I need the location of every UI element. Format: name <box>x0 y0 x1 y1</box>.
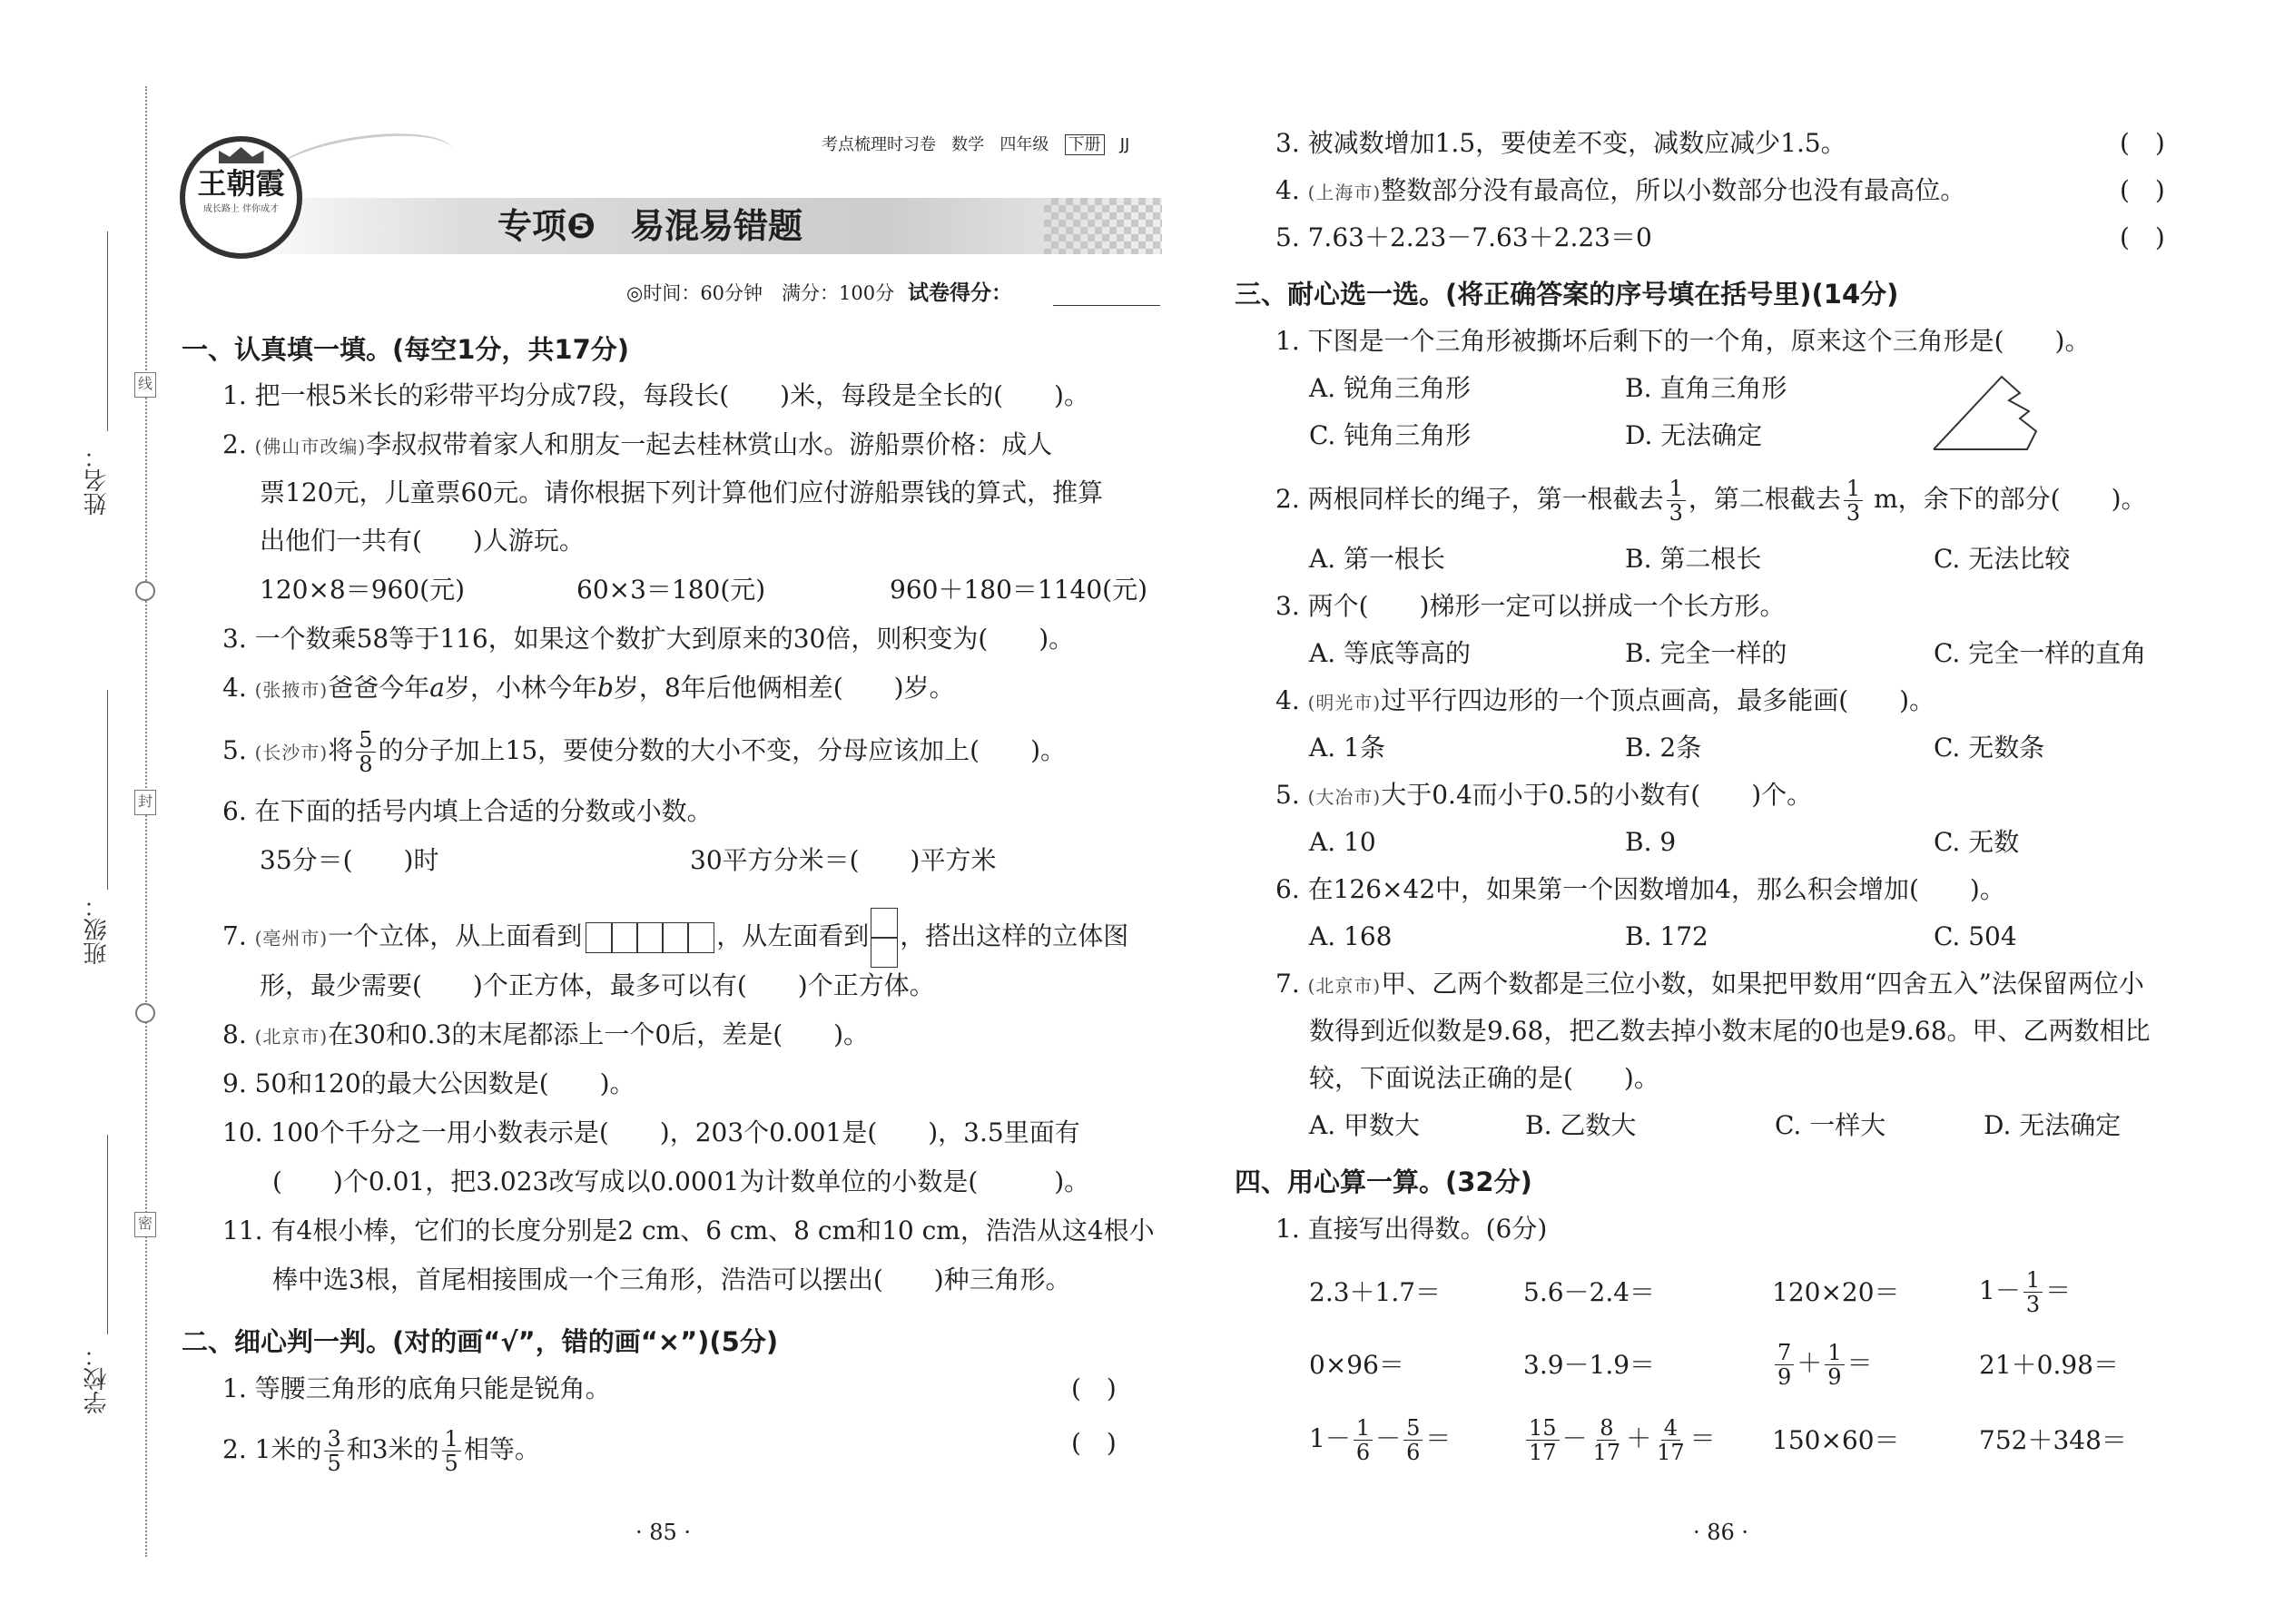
school-underline <box>107 1135 108 1334</box>
fraction: $\frac{1}{3}$ <box>1667 477 1686 525</box>
torn-triangle-figure <box>1929 368 2065 454</box>
var-a: a <box>429 673 445 703</box>
s2-q2-answer[interactable]: ( ) <box>1071 1428 1117 1458</box>
s1-q4-num: 4. <box>222 673 247 703</box>
seal-mark-seal: 封 <box>134 790 156 815</box>
s1-q7-source: (亳州市) <box>254 927 329 950</box>
logo-motto: 成长路上 伴你成才 <box>202 204 280 214</box>
fraction: $\frac{1}{3}$ <box>1844 477 1863 525</box>
s1-q7-text: ，搭出这样的立体图 <box>900 920 1129 951</box>
calc-r1-a: 2.3＋1.7＝ <box>1309 1277 1442 1307</box>
s1-q2-eq1: 120×8＝960(元) <box>260 575 466 605</box>
calc-r2-a: 0×96＝ <box>1309 1350 1404 1380</box>
fraction: $\frac{1}{5}$ <box>442 1427 461 1475</box>
s1-q4 <box>222 672 955 706</box>
s2-q3-answer[interactable]: ( ) <box>2120 128 2165 158</box>
s3-q3-opt-b[interactable]: B. 完全一样的 <box>1625 638 1787 668</box>
fraction: $\frac{3}{5}$ <box>324 1427 343 1475</box>
s3-q2-opt-c[interactable]: C. 无法比较 <box>1934 544 2071 574</box>
page-title: 专项❺ 易混易错题 <box>497 206 803 246</box>
s2-q5: 5. 7.63＋2.23－7.63＋2.23＝0 <box>1275 222 1652 252</box>
s1-q2-source: (佛山市改编) <box>254 436 367 458</box>
fraction: $\frac{5}{8}$ <box>356 728 375 776</box>
s1-q4-text: 岁，8年后他俩相差( )岁。 <box>613 673 955 703</box>
s3-q7-line1 <box>1275 968 2144 1002</box>
s3-q2-text: 2. 两根同样长的绳子，第一根截去 <box>1275 484 1664 514</box>
s1-q7-text: 一个立体，从上面看到 <box>328 920 583 951</box>
binding-knot-icon <box>135 581 155 601</box>
s3-q6: 6. 在126×42中，如果第一个因数增加4，那么积会增加( )。 <box>1275 874 2005 904</box>
s1-q9: 9. 50和120的最大公因数是( )。 <box>222 1068 635 1098</box>
s3-q7-opt-d[interactable]: D. 无法确定 <box>1984 1110 2122 1140</box>
s3-q5 <box>1275 779 1812 813</box>
s3-q1-opt-c[interactable]: C. 钝角三角形 <box>1309 420 1472 450</box>
s3-q5-opt-b[interactable]: B. 9 <box>1625 827 1677 857</box>
s3-q6-opt-c[interactable]: C. 504 <box>1934 921 2017 951</box>
s2-q2-text: 相等。 <box>463 1434 540 1464</box>
s1-q5-text: 的分子加上15，要使分数的大小不变，分母应该加上( )。 <box>378 735 1067 765</box>
s3-q1-opt-a[interactable]: A. 锐角三角形 <box>1309 373 1472 403</box>
s1-q7-num: 7. <box>222 920 247 951</box>
class-label: 班级： <box>84 894 111 965</box>
s1-q11-line1: 11. 有4根小棒，它们的长度分别是2 cm、6 cm、8 cm和10 cm，浩浩从这4根小 <box>222 1216 1155 1245</box>
s1-q5-source: (长沙市) <box>254 742 329 763</box>
s1-q4-source: (张掖市) <box>254 679 329 701</box>
s1-q4-text: 岁，小林今年 <box>444 673 597 703</box>
s1-q8-num: 8. <box>222 1019 247 1049</box>
s2-q3: 3. 被减数增加1.5，要使差不变，减数应减少1.5。 <box>1275 128 1846 158</box>
s3-q3-opt-c[interactable]: C. 完全一样的直角 <box>1934 638 2147 668</box>
s1-q5 <box>222 728 1066 776</box>
s3-q4-source: (明光市) <box>1307 692 1382 714</box>
s3-q6-opt-a[interactable]: A. 168 <box>1309 921 1393 951</box>
calc-r2-d: 21＋0.98＝ <box>1979 1350 2119 1380</box>
s3-q7-line3: 较，下面说法正确的是( )。 <box>1309 1063 1659 1093</box>
s1-q8-text: 在30和0.3的末尾都添上一个0后，差是( )。 <box>328 1019 870 1049</box>
s3-q3-opt-a[interactable]: A. 等底等高的 <box>1309 638 1472 668</box>
s1-q6-a: 35分＝( )时 <box>260 845 439 875</box>
calc-r1-d: 1－ $\frac{1}{3}$ ＝ <box>1979 1267 2072 1317</box>
score-blank[interactable] <box>1053 305 1160 306</box>
seal-mark-secret: 密 <box>134 1212 156 1237</box>
s3-q5-opt-c[interactable]: C. 无数 <box>1934 827 2020 857</box>
s3-q2-opt-b[interactable]: B. 第二根长 <box>1625 544 1762 574</box>
s3-q3: 3. 两个( )梯形一定可以拼成一个长方形。 <box>1275 591 1786 621</box>
s3-q7-opt-b[interactable]: B. 乙数大 <box>1525 1110 1637 1140</box>
section-1-heading: 一、认真填一填。(每空1分，共17分) <box>182 334 630 365</box>
s1-q7-line2: 形，最少需要( )个正方体，最多可以有( )个正方体。 <box>260 970 935 1000</box>
edition: JJ <box>1119 135 1130 154</box>
grade: 四年级 <box>999 135 1049 154</box>
s3-q1-opt-b[interactable]: B. 直角三角形 <box>1625 373 1787 403</box>
seal-mark-line: 线 <box>134 372 156 398</box>
s1-q2-eq3: 960＋180＝1140(元) <box>890 575 1147 605</box>
s2-q4-answer[interactable]: ( ) <box>2120 175 2165 205</box>
s2-q1-answer[interactable]: ( ) <box>1071 1373 1117 1403</box>
s3-q4-opt-b[interactable]: B. 2条 <box>1625 733 1702 763</box>
s1-q10-line1: 10. 100个千分之一用小数表示是( )，203个0.001是( )，3.5里面有 <box>222 1117 1080 1147</box>
s1-q2-line3: 出他们一共有( )人游玩。 <box>260 526 585 556</box>
s3-q6-opt-b[interactable]: B. 172 <box>1625 921 1708 951</box>
calc-r2-b: 3.9－1.9＝ <box>1523 1350 1656 1380</box>
calc-r3-d: 752＋348＝ <box>1979 1425 2127 1455</box>
s3-q5-text: 大于0.4而小于0.5的小数有( )个。 <box>1381 780 1813 810</box>
name-underline <box>107 231 108 431</box>
s3-q7-opt-a[interactable]: A. 甲数大 <box>1309 1110 1421 1140</box>
checker-pattern <box>1044 198 1162 254</box>
logo-crown-icon <box>219 147 264 163</box>
s1-q1: 1. 把一根5米长的彩带平均分成7段，每段长( )米，每段是全长的( )。 <box>222 380 1089 410</box>
s1-q8 <box>222 1019 869 1053</box>
s3-q2-opt-a[interactable]: A. 第一根长 <box>1309 544 1446 574</box>
s3-q1: 1. 下图是一个三角形被撕坏后剩下的一个角，原来这个三角形是( )。 <box>1275 326 2091 356</box>
s3-q7-source: (北京市) <box>1307 975 1382 997</box>
s1-q2-eq2: 60×3＝180(元) <box>576 575 766 605</box>
calc-r2-c: $\frac{7}{9}$ ＋ $\frac{1}{9}$ ＝ <box>1772 1341 1873 1389</box>
logo-text: 王朝霞 <box>197 166 285 201</box>
s3-q7-num: 7. <box>1275 969 1300 999</box>
s1-q5-num: 5. <box>222 735 247 765</box>
s1-q2-text: 李叔叔带着家人和朋友一起去桂林赏山水。游船票价格：成人 <box>366 429 1053 459</box>
school-label: 学校： <box>84 1343 111 1414</box>
volume: 下册 <box>1065 134 1105 155</box>
name-label: 姓名： <box>84 445 111 516</box>
left-view-figure <box>871 908 898 968</box>
s3-q4-num: 4. <box>1275 685 1300 715</box>
s1-q6: 6. 在下面的括号内填上合适的分数或小数。 <box>222 796 713 826</box>
s2-q2-text: 2. 1米的 <box>222 1434 322 1464</box>
s4-q1: 1. 直接写出得数。(6分) <box>1275 1214 1548 1244</box>
s1-q3: 3. 一个数乘58等于116，如果这个数扩大到原来的30倍，则积变为( )。 <box>222 624 1075 654</box>
section-4-heading: 四、用心算一算。(32分) <box>1235 1166 1532 1197</box>
s1-q10-line2: ( )个0.01，把3.023改写成以0.0001为计数单位的小数是( )。 <box>272 1166 1090 1196</box>
s2-q5-answer[interactable]: ( ) <box>2120 222 2165 252</box>
series-name: 考点梳理时习卷 <box>822 135 936 154</box>
top-view-figure <box>587 920 714 954</box>
subject: 数学 <box>951 135 985 154</box>
section-3-heading: 三、耐心选一选。(将正确答案的序号填在括号里)(14分) <box>1235 279 1899 310</box>
s1-q7-text: ，从左面看到 <box>716 920 870 951</box>
s3-q5-num: 5. <box>1275 780 1300 810</box>
calc-r3-c: 150×60＝ <box>1772 1425 1900 1455</box>
var-b: b <box>596 673 614 703</box>
s3-q2-text: ，第二根截去 <box>1688 484 1841 514</box>
brand-logo <box>180 136 302 259</box>
s3-q5-opt-a[interactable]: A. 10 <box>1309 827 1376 857</box>
class-underline <box>107 690 108 890</box>
s3-q5-source: (大冶市) <box>1307 786 1382 808</box>
series-info <box>822 129 1129 162</box>
calc-r3-a: 1－ $\frac{1}{6}$ － $\frac{5}{6}$ ＝ <box>1309 1415 1452 1465</box>
s2-q4-source: (上海市) <box>1307 182 1382 203</box>
calc-r1-c: 120×20＝ <box>1772 1277 1900 1307</box>
binding-knot-icon <box>135 1003 155 1023</box>
s1-q2-line1 <box>222 428 1052 463</box>
s3-q2 <box>1275 477 2147 525</box>
s3-q7-line2: 数得到近似数是9.68，把乙数去掉小数末尾的0也是9.68。甲、乙两数相比 <box>1309 1016 2151 1046</box>
calc-r3-b: $\frac{15}{17}$ － $\frac{8}{17}$ ＋ $\frac{4}{17}$ ＝ <box>1523 1416 1716 1464</box>
s1-q2-line2: 票120元，儿童票60元。请你根据下列计算他们应付游船票钱的算式，推算 <box>260 477 1104 507</box>
score-label: 试卷得分： <box>908 281 1012 305</box>
calc-r1-b: 5.6－2.4＝ <box>1523 1277 1656 1307</box>
s1-q11-line2: 棒中选3根，首尾相接围成一个三角形，浩浩可以摆出( )种三角形。 <box>272 1265 1071 1294</box>
s3-q2-text: m，余下的部分( )。 <box>1874 484 2147 514</box>
s1-q2-num: 2. <box>222 429 247 459</box>
binding-dotted-line <box>145 86 147 1557</box>
s1-q5-text: 将 <box>328 735 354 765</box>
s1-q8-source: (北京市) <box>254 1026 329 1048</box>
s2-q2 <box>222 1427 540 1475</box>
s3-q1-opt-d[interactable]: D. 无法确定 <box>1625 420 1763 450</box>
s2-q2-text: 和3米的 <box>346 1434 439 1464</box>
s3-q7-text: 甲、乙两个数都是三位小数，如果把甲数用“四舍五入”法保留两位小 <box>1381 969 2144 999</box>
s1-q4-text: 爸爸今年 <box>328 673 430 703</box>
section-2-heading: 二、细心判一判。(对的画“√”，错的画“×”)(5分) <box>182 1326 779 1357</box>
s2-q4 <box>1275 174 1965 209</box>
time-info: ◎时间：60分钟 满分：100分 <box>626 282 895 304</box>
page-number-right: · 86 · <box>1693 1520 1749 1545</box>
page-number-left: · 85 · <box>635 1520 692 1545</box>
s1-q7-line1 <box>222 908 1128 968</box>
s3-q4-opt-a[interactable]: A. 1条 <box>1309 733 1385 763</box>
s3-q4 <box>1275 684 1935 719</box>
s2-q4-text: 整数部分没有最高位，所以小数部分也没有最高位。 <box>1381 175 1966 205</box>
s3-q4-opt-c[interactable]: C. 无数条 <box>1934 733 2045 763</box>
s3-q7-opt-c[interactable]: C. 一样大 <box>1775 1110 1886 1140</box>
s2-q4-num: 4. <box>1275 175 1300 205</box>
s2-q1: 1. 等腰三角形的底角只能是锐角。 <box>222 1373 611 1403</box>
s3-q4-text: 过平行四边形的一个顶点画高，最多能画( )。 <box>1381 685 1935 715</box>
s1-q6-b: 30平方分米＝( )平方米 <box>690 845 997 875</box>
